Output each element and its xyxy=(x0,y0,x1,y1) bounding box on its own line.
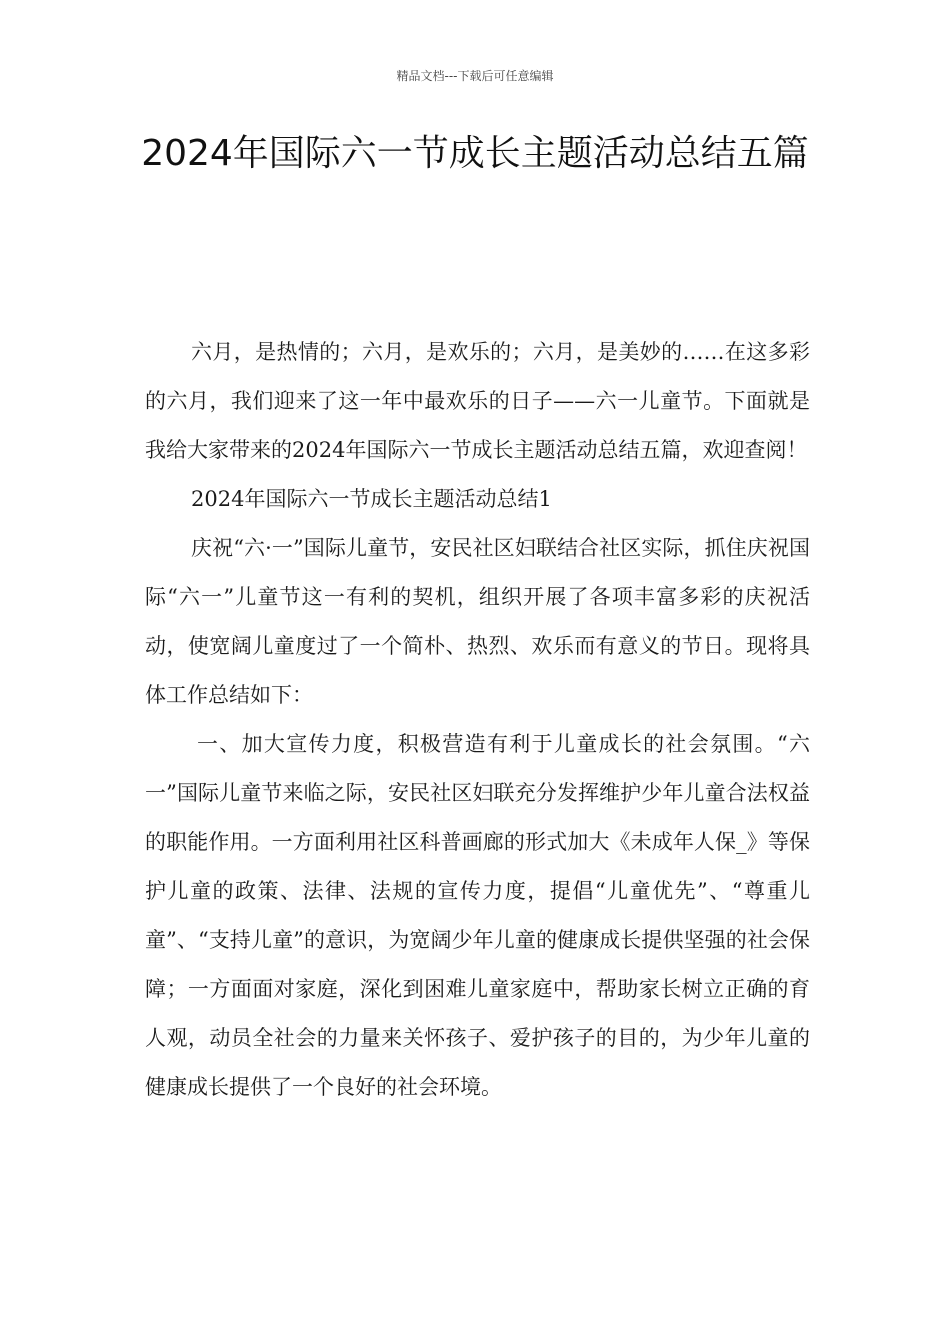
document-title: 2024年国际六一节成长主题活动总结五篇 xyxy=(141,133,809,174)
intro-paragraph: 六月，是热情的；六月，是欢乐的；六月，是美妙的……在这多彩的六月，我们迎来了这一年中最欢乐的日子——六一儿童节。下面就是我给大家带来的2024年国际六一节成长主题活动总结五篇，欢迎查阅！ xyxy=(145,340,810,462)
page-header-note: 精品文档---下载后可任意编辑 xyxy=(396,69,554,83)
document-body xyxy=(145,328,810,1112)
body-paragraph: 一、加大宣传力度，积极营造有利于儿童成长的社会氛围。“六一”国际儿童节来临之际，安民社区妇联充分发挥维护少年儿童合法权益的职能作用。一方面利用社区科普画廊的形式加大《未成年人保_》等保护儿童的政策、法律、法规的宣传力度，提倡“儿童优先”、“尊重儿童”、“支持儿童”的意识，为宽阔少年儿童的健康成长提供坚强的社会保障；一方面面对家庭，深化到困难儿童家庭中，帮助家长树立正确的育人观，动员全社会的力量来关怀孩子、爱护孩子的目的，为少年儿童的健康成长提供了一个良好的社会环境。 xyxy=(145,732,810,1099)
body-paragraph: 庆祝“六·一”国际儿童节，安民社区妇联结合社区实际，抓住庆祝国际“六一”儿童节这一有利的契机，组织开展了各项丰富多彩的庆祝活动，使宽阔儿童度过了一个简朴、热烈、欢乐而有意义的节日。现将具体工作总结如下： xyxy=(145,536,810,707)
section-heading: 2024年国际六一节成长主题活动总结1 xyxy=(191,487,552,511)
